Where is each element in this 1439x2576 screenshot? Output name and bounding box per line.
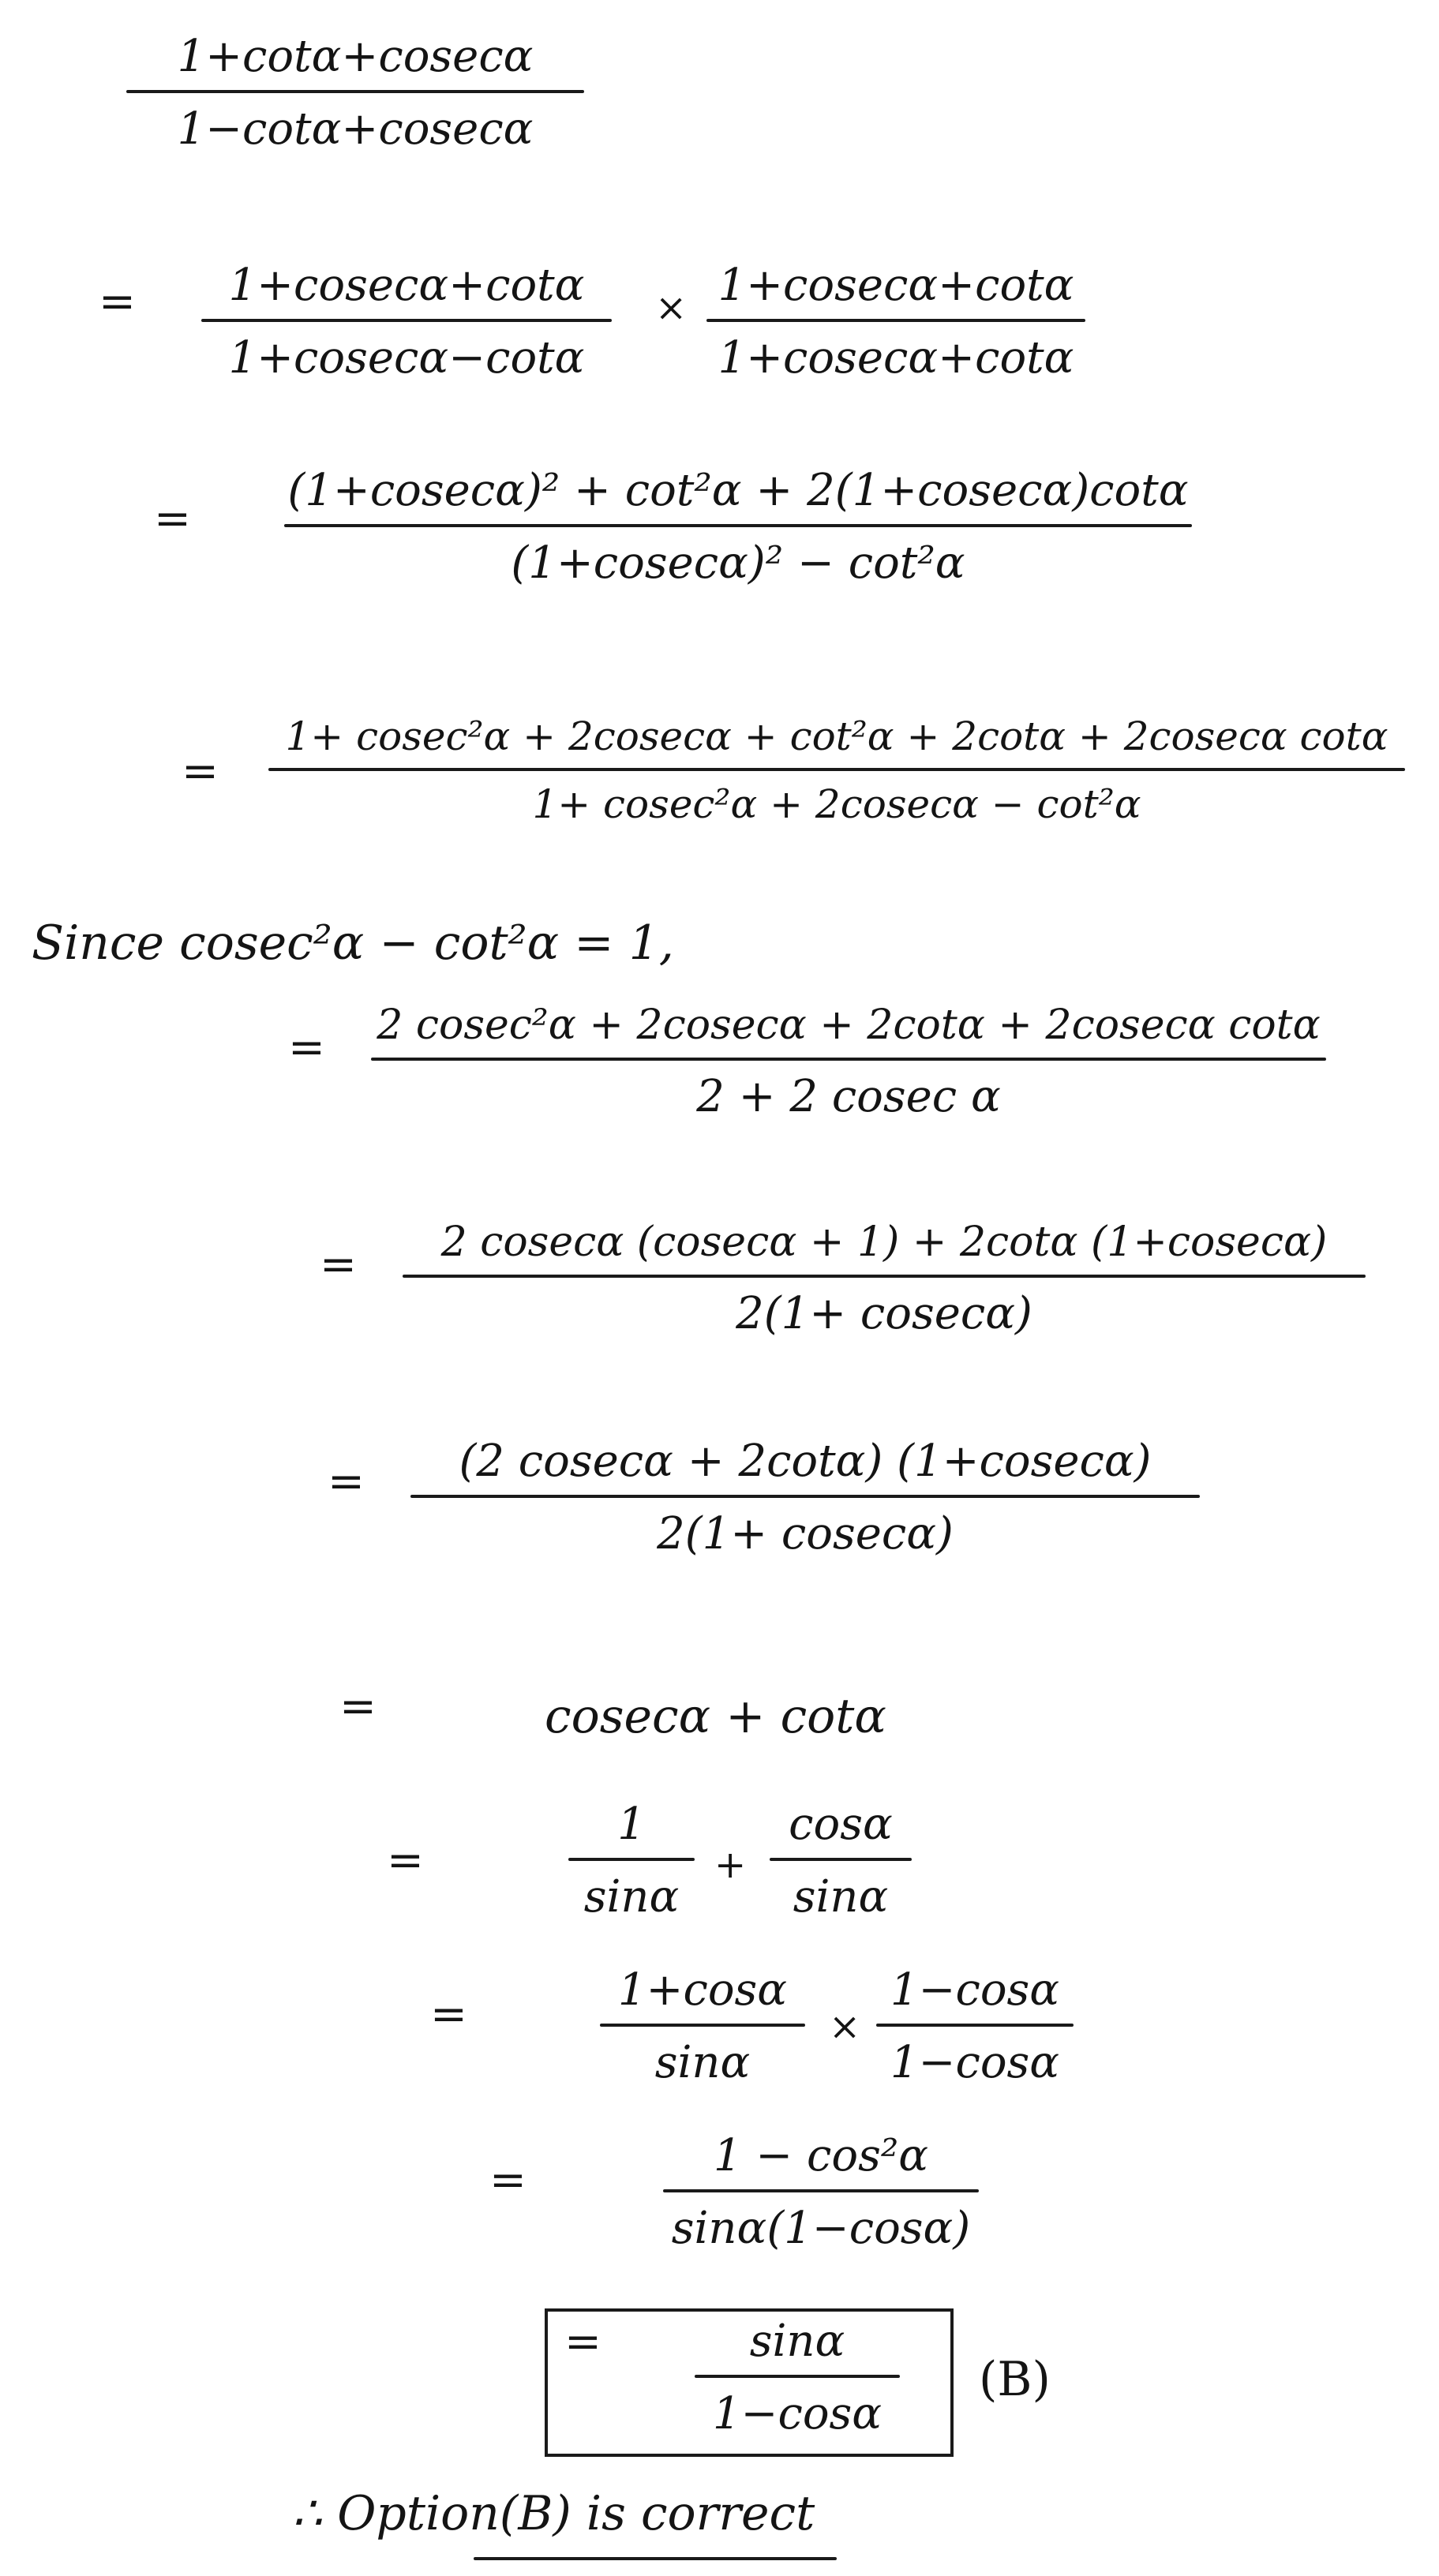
identity-note: Since cosec²α − cot²α = 1, — [32, 915, 674, 971]
step8-first-fraction — [568, 1799, 695, 1923]
equals-sign-5: = — [320, 1239, 357, 1290]
step5-denominator: 2(1+ cosecα) — [736, 1287, 1032, 1339]
step10-denominator: sinα(1−cosα) — [671, 2203, 971, 2255]
fraction-bar — [410, 1495, 1200, 1498]
multiply-sign-2: × — [829, 2005, 861, 2049]
initial-numerator: 1+cotα+cosecα — [177, 31, 534, 82]
step1-right-fraction — [706, 260, 1085, 384]
final-denominator: 1−cosα — [712, 2388, 883, 2440]
fraction-bar — [695, 2375, 900, 2378]
fraction-bar — [371, 1058, 1326, 1061]
equals-sign-10: = — [489, 2155, 527, 2206]
equals-sign-6: = — [328, 1456, 365, 1507]
equals-sign-8: = — [387, 1835, 424, 1886]
fraction-bar — [876, 2024, 1074, 2027]
step8-second-denominator: sinα — [793, 1871, 889, 1923]
fraction-bar — [706, 319, 1085, 322]
step3-fraction — [268, 714, 1405, 827]
step2-denominator: (1+cosecα)² − cot²α — [511, 537, 965, 590]
fraction-bar — [403, 1275, 1366, 1278]
step1-right-denominator: 1+cosecα+cotα — [718, 332, 1074, 384]
step7-expression: cosecα + cotα — [545, 1689, 886, 1744]
fraction-bar — [268, 768, 1405, 771]
step1-left-numerator: 1+cosecα+cotα — [228, 260, 585, 311]
equals-sign-4: = — [288, 1022, 325, 1073]
step1-left-fraction — [201, 260, 612, 384]
fraction-bar — [600, 2024, 805, 2027]
equals-sign-3: = — [182, 746, 219, 797]
step9-second-denominator: 1−cosα — [890, 2037, 1060, 2089]
step1-right-numerator: 1+cosecα+cotα — [718, 260, 1074, 311]
step8-second-numerator: cosα — [789, 1799, 893, 1850]
fraction-bar — [568, 1858, 695, 1861]
initial-denominator: 1−cotα+cosecα — [177, 103, 534, 155]
step3-numerator: 1+ cosec²α + 2cosecα + cot²α + 2cotα + 2cosecα cotα — [285, 713, 1388, 759]
step10-numerator: 1 − cos²α — [713, 2130, 929, 2181]
step4-numerator: 2 cosec²α + 2cosecα + 2cotα + 2cosecα cotα — [377, 1002, 1321, 1049]
equals-sign-9: = — [430, 1989, 467, 2040]
fraction-bar — [770, 1858, 912, 1861]
conclusion-underline — [474, 2557, 837, 2560]
step9-second-fraction — [876, 1965, 1074, 2089]
step9-first-numerator: 1+cosα — [617, 1964, 788, 2016]
step2-numerator: (1+cosecα)² + cot²α + 2(1+cosecα)cotα — [287, 465, 1189, 516]
step8-first-numerator: 1 — [617, 1799, 646, 1850]
step6-denominator: 2(1+ cosecα) — [657, 1508, 954, 1560]
step5-numerator: 2 cosecα (cosecα + 1) + 2cotα (1+cosecα) — [440, 1219, 1328, 1266]
conclusion-text: ∴ Option(B) is correct — [292, 2486, 815, 2541]
multiply-sign-1: × — [655, 286, 688, 330]
equals-sign-11: = — [564, 2316, 601, 2368]
step9-second-numerator: 1−cosα — [890, 1964, 1060, 2016]
initial-expression — [126, 32, 584, 155]
step5-fraction — [403, 1219, 1366, 1339]
fraction-bar — [663, 2189, 979, 2192]
step8-second-fraction — [770, 1799, 912, 1923]
answer-tag: (B) — [979, 2352, 1051, 2407]
final-fraction — [695, 2316, 900, 2440]
step4-denominator: 2 + 2 cosec α — [696, 1070, 1001, 1122]
plus-sign: + — [714, 1843, 747, 1887]
step8-first-denominator: sinα — [583, 1871, 680, 1923]
step9-first-denominator: sinα — [654, 2037, 751, 2089]
step3-denominator: 1+ cosec²α + 2cosecα − cot²α — [532, 781, 1141, 827]
step9-first-fraction — [600, 1965, 805, 2089]
step10-fraction — [663, 2131, 979, 2255]
step2-fraction — [284, 466, 1192, 590]
equals-sign-1: = — [99, 276, 136, 328]
fraction-bar — [201, 319, 612, 322]
fraction-bar — [126, 90, 584, 93]
final-numerator: sinα — [749, 2316, 845, 2367]
step6-fraction — [410, 1436, 1200, 1560]
fraction-bar — [284, 524, 1192, 527]
step1-left-denominator: 1+cosecα−cotα — [228, 332, 585, 384]
step6-numerator: (2 cosecα + 2cotα) (1+cosecα) — [459, 1436, 1152, 1487]
step4-fraction — [371, 1002, 1326, 1122]
equals-sign-7: = — [339, 1681, 377, 1732]
equals-sign-2: = — [154, 493, 191, 545]
